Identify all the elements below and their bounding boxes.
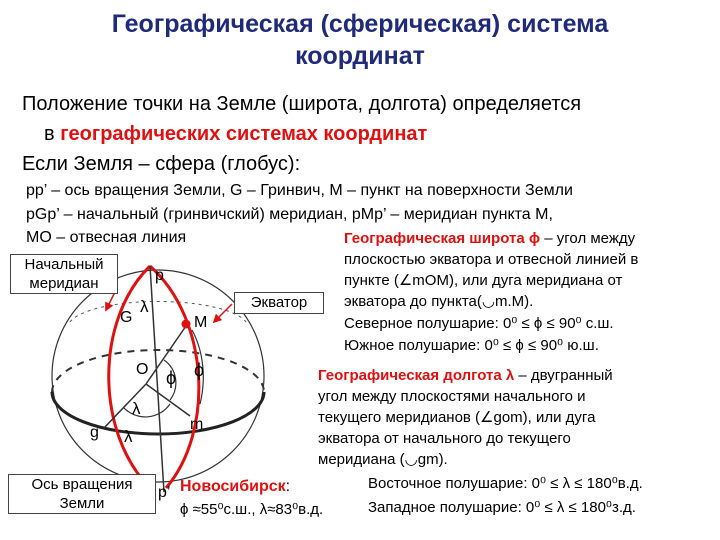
longitude-angle-arc (124, 404, 170, 417)
latitude-line2: плоскостью экватора и отвесной линией в (344, 251, 639, 268)
phi-symbol: ϕ (528, 230, 541, 247)
page-title-line2: координат (295, 42, 425, 70)
intro-line1: Положение точки на Земле (широта, долгота) определяется (22, 93, 582, 115)
label-G: G (120, 309, 133, 326)
equator-arrow (214, 304, 232, 322)
page-title-line1: Географическая (сферическая) система (111, 10, 609, 38)
initial-meridian-callout: Начальный меридиан (10, 254, 118, 294)
novosibirsk-label: Новосибирск: (180, 478, 291, 495)
radius-m (146, 384, 190, 416)
latitude-line1-text: – угол между (540, 230, 636, 247)
axis-callout: Ось вращения Земли (8, 474, 156, 514)
phi-label-outer: ϕ (194, 360, 205, 380)
phi-label-inner: ϕ (166, 368, 177, 388)
lambda-label-top: λ (140, 297, 149, 316)
novosibirsk-coords: ϕ ≈55⁰с.ш., λ≈83⁰в.д. (180, 501, 324, 518)
longitude-line5: меридиана (◡gm). (318, 451, 448, 468)
longitude-line2: угол между плоскостями начального и (318, 388, 586, 405)
latitude-term: Географическая широта (344, 230, 525, 247)
label-p: p (155, 267, 164, 284)
latitude-north: Северное полушарие: 0⁰ ≤ ϕ ≤ 90⁰ с.ш. (344, 315, 614, 332)
intro-line2-prefix: в (44, 123, 61, 145)
defs-line2: pGp’ – начальный (гринвичский) меридиан, pMp’ – меридиан пункта M, (26, 206, 553, 223)
latitude-south: Южное полушарие: 0⁰ ≤ ϕ ≤ 90⁰ ю.ш. (344, 337, 599, 354)
label-M: M (194, 314, 208, 331)
label-O: O (136, 361, 149, 378)
intro-line3: Если Земля – сфера (глобус): (22, 153, 301, 175)
defs-line1: pp’ – ось вращения Земли, G – Гринвич, M – пункт на поверхности Земли (26, 182, 573, 199)
defs-line3: MO – отвесная линия (26, 229, 187, 246)
label-m: m (190, 416, 204, 433)
longitude-east: Восточное полушарие: 0⁰ ≤ λ ≤ 180⁰в.д. (368, 475, 643, 492)
parallel-line (70, 301, 246, 322)
longitude-line4: экватора от начального до текущего (318, 430, 571, 447)
lambda-label-mid: λ (132, 399, 141, 418)
rotation-axis (150, 266, 164, 492)
equator-callout: Экватор (234, 292, 324, 314)
intro-line2-emphasis: географических системах координат (60, 123, 428, 145)
longitude-line3: текущего меридианов (∠gom), или дуга (318, 409, 596, 426)
point-m-dot (182, 320, 191, 329)
lambda-label-low: λ (124, 427, 133, 446)
label-p-prime: p’ (158, 484, 171, 501)
longitude-line1-text: – двугранный (514, 367, 613, 384)
lambda-symbol: λ (505, 367, 515, 384)
latitude-line4: экватора до пункта(◡m.M). (344, 293, 534, 310)
label-g: g (90, 424, 99, 441)
longitude-term: Географическая долгота (318, 367, 502, 384)
latitude-line3: пункте (∠mOM), или дуга меридиана от (344, 272, 623, 289)
longitude-west: Западное полушарие: 0⁰ ≤ λ ≤ 180⁰з.д. (368, 499, 636, 516)
